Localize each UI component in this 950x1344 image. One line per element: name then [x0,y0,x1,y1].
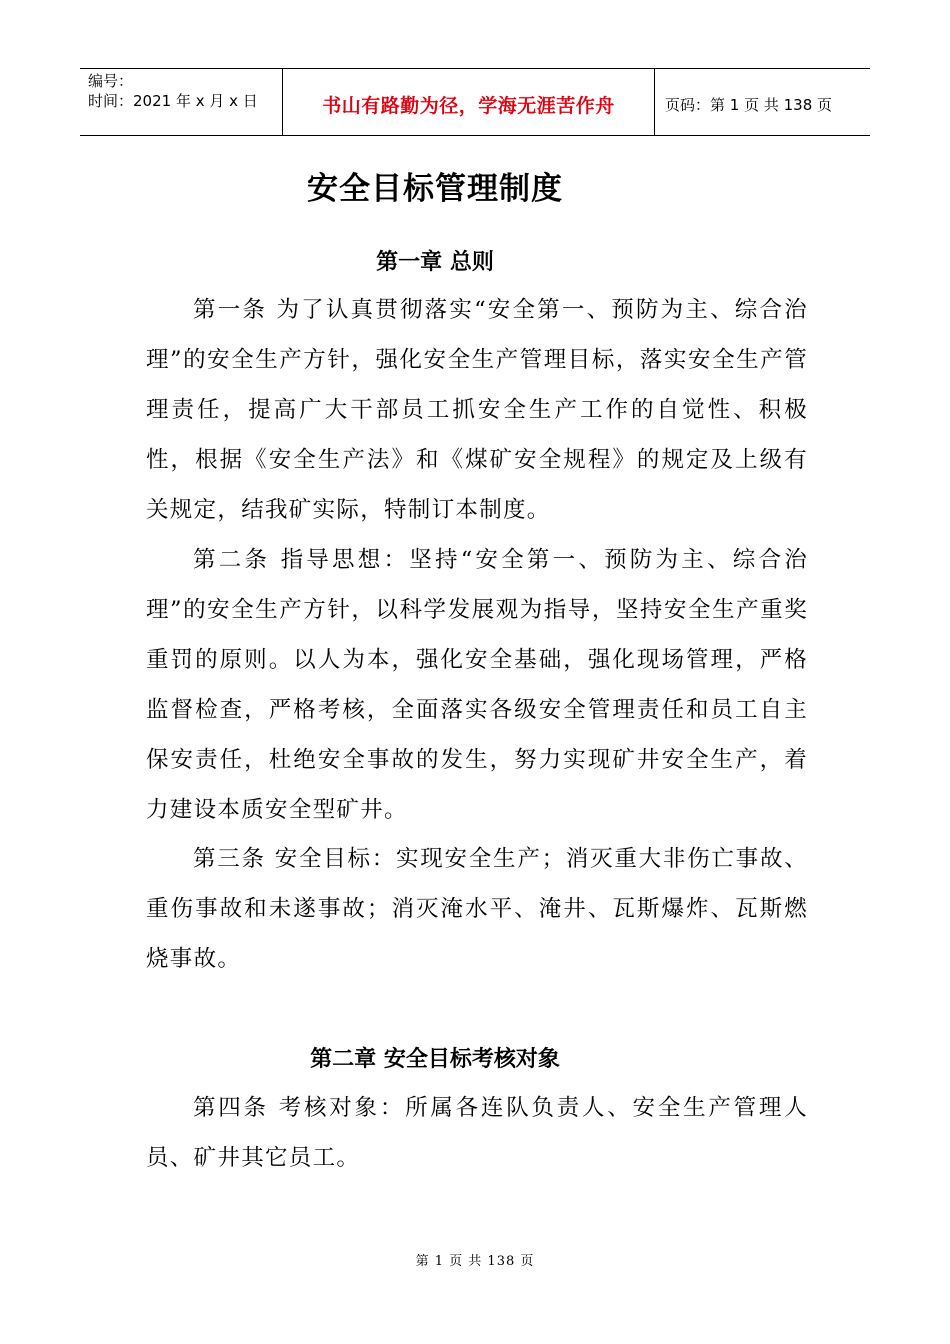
header-page-info: 页码：第 1 页 共 138 页 [665,95,833,114]
chapter-heading-2: 第二章 安全目标考核对象 [310,1046,560,1072]
article-1: 第一条 为了认真贯彻落实“安全第一、预防为主、综合治理”的安全生产方针，强化安全生产管理目标，落实安全生产管理责任，提高广大干部员工抓安全生产工作的自觉性、积极性，根据《安全生产法》和《煤矿安全规程》的规定及上级有关规定，结我矿实际，特制订本制度。 [146,297,808,523]
document-title: 安全目标管理制度 [307,171,563,207]
header-meta [80,69,282,135]
header-motto: 书山有路勤为径，学海无涯苦作舟 [282,69,655,135]
page-footer: 第 1 页 共 138 页 [415,1254,535,1269]
article-2: 第二条 指导思想：坚持“安全第一、预防为主、综合治理”的安全生产方针，以科学发展观为指导，坚持安全生产重奖重罚的原则。以人为本，强化安全基础，强化现场管理，严格监督检查，严格考核，全面落实各级安全管理责任和员工自主保安责任，杜绝安全事故的发生，努力实现矿井安全生产，着力建设本质安全型矿井。 [146,547,808,823]
document-number-label: 编号： [88,72,134,90]
page-header [80,68,870,136]
article-3: 第三条 安全目标：实现安全生产；消灭重大非伤亡事故、重伤事故和未遂事故；消灭淹水平、淹井、瓦斯爆炸、瓦斯燃烧事故。 [146,846,808,972]
article-4: 第四条 考核对象：所属各连队负责人、安全生产管理人员、矿井其它员工。 [146,1095,808,1171]
chapter-heading-1: 第一章 总则 [376,249,494,275]
document-time-label: 时间：2021 年 x 月 x 日 [88,92,258,110]
